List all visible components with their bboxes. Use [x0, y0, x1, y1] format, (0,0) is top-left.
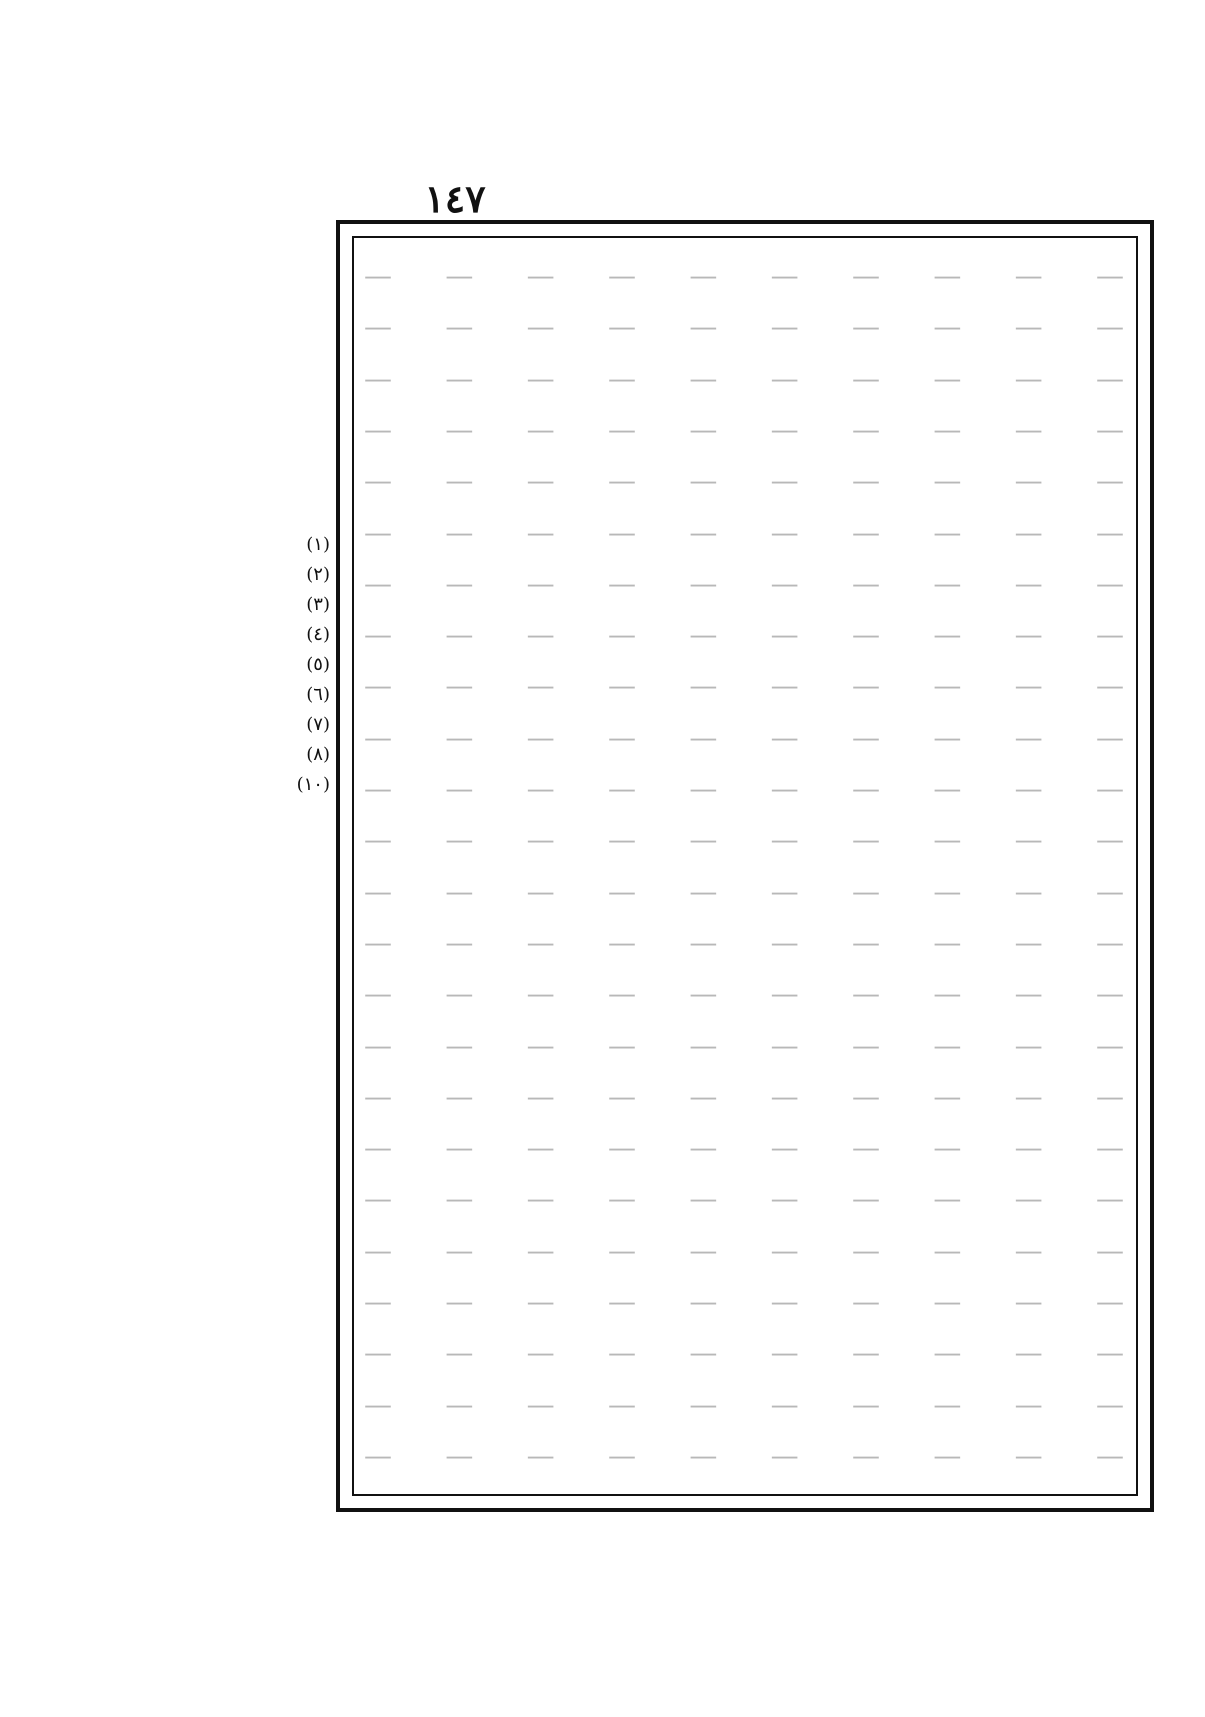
footnote	[150, 770, 330, 800]
text-line: — — — — — — — — — —	[364, 669, 1126, 703]
text-line: — — — — — — — — — —	[364, 515, 1126, 549]
footnote-mark: (٨)	[306, 744, 330, 765]
footnote	[150, 560, 330, 590]
footnote-mark: (٢)	[306, 564, 330, 585]
footnote-mark: (١)	[306, 534, 330, 555]
text-line: — — — — — — — — — —	[364, 259, 1126, 292]
text-line: — — — — — — — — — —	[364, 1233, 1126, 1267]
footnote-mark: (٤)	[306, 624, 330, 645]
text-line: — — — — — — — — — —	[364, 1028, 1126, 1062]
text-line: — — — — — — — — — —	[364, 977, 1126, 1011]
text-line: — — — — — — — — — —	[364, 1387, 1126, 1421]
footnote	[150, 710, 330, 740]
text-line: — — — — — — — — — —	[364, 1285, 1126, 1318]
text-line: — — — — — — — — — —	[364, 874, 1126, 908]
text-line: — — — — — — — — — —	[364, 720, 1126, 754]
text-line: — — — — — — — — — —	[364, 464, 1126, 498]
text-line: — — — — — — — — — —	[364, 1079, 1126, 1113]
footnote	[150, 680, 330, 710]
footnote	[150, 650, 330, 680]
text-line: — — — — — — — — — —	[364, 618, 1126, 652]
footnote	[150, 620, 330, 650]
footnote	[150, 740, 330, 770]
margin-footnotes	[150, 530, 330, 800]
text-line: — — — — — — — — — —	[364, 1131, 1126, 1165]
footnote-mark: (١٠)	[296, 774, 330, 795]
text-line: — — — — — — — — — —	[364, 823, 1126, 857]
text-line: — — — — — — — — — —	[364, 566, 1126, 600]
footnote	[150, 530, 330, 560]
text-line: — — — — — — — — — —	[364, 310, 1126, 344]
footnote	[150, 590, 330, 620]
text-line: — — — — — — — — — —	[364, 412, 1126, 446]
footnote-mark: (٥)	[306, 654, 330, 675]
footnote-mark: (٧)	[306, 714, 330, 735]
text-line: — — — — — — — — — —	[364, 1336, 1126, 1370]
text-line: — — — — — — — — — —	[364, 1438, 1126, 1472]
main-text-block	[364, 250, 1126, 1482]
text-line: — — — — — — — — — —	[364, 772, 1126, 805]
footnote-mark: (٦)	[306, 684, 330, 705]
text-line: — — — — — — — — — —	[364, 361, 1126, 395]
text-line: — — — — — — — — — —	[364, 925, 1126, 959]
text-line: — — — — — — — — — —	[364, 1182, 1126, 1216]
footnote-mark: (٣)	[306, 594, 330, 615]
page-number: ١٤٧	[424, 176, 486, 221]
